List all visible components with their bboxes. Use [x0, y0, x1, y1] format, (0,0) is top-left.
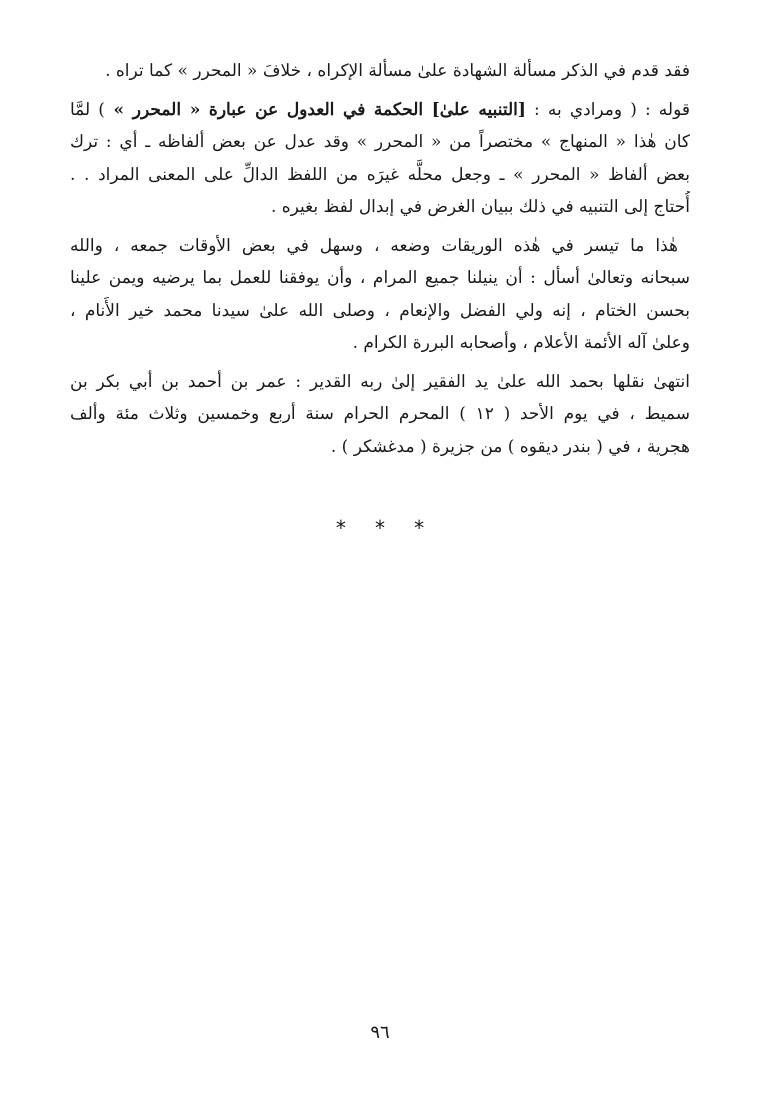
- paragraph-line: بحسن الختام ، إنه ولي الفضل والإنعام ، وصلى الله علىٰ سيدنا محمد خير الأَنام ،: [70, 300, 690, 321]
- quote-bold-text: [التنبيه علىٰ] الحكمة في العدول عن عبارة « المحرر »: [104, 99, 526, 120]
- paragraph-line: انتهىٰ نقلها بحمد الله علىٰ يد الفقير إلىٰ ربه القدير : عمر بن أحمد بن أبي بكر بن: [70, 371, 690, 392]
- paragraph-3: [70, 230, 690, 360]
- paragraph-line: هٰذا ما تيسر في هٰذه الوريقات وضعه ، وسهل في بعض الأوقات جمعه ، والله: [70, 235, 678, 256]
- paragraph-4: [70, 366, 690, 464]
- section-separator: [0, 516, 760, 540]
- asterisk-ornament: *: [335, 516, 346, 540]
- paragraph-1: [70, 55, 690, 88]
- paragraph-line: سميط ، في يوم الأحد ( ١٢ ) المحرم الحرام سنة أربع وخمسين وثلاث مئة وألف: [70, 404, 690, 424]
- paragraph-line: بعض ألفاظ « المحرر » ـ وجعل محلَّه غيرَه من اللفظ الدالِّ على المعنى المراد . .: [70, 164, 690, 185]
- paragraph-line: [70, 94, 690, 127]
- paragraph-line: سبحانه وتعالىٰ أسأل : أن ينيلنا جميع المرام ، وأن يوفقنا للعمل بما يرضيه ويمن علينا: [70, 268, 690, 288]
- quote-prefix: قوله : ( ومرادي به :: [525, 99, 690, 120]
- page-body: [70, 55, 690, 469]
- paragraph-line: وعلىٰ آله الأئمة الأعلام ، وأصحابه البررة الكرام .: [352, 333, 690, 353]
- paragraph-line: فقد قدم في الذكر مسألة الشهادة علىٰ مسألة الإكراه ، خلافَ « المحرر » كما تراه .: [105, 61, 690, 81]
- paragraph-line: كان هٰذا « المنهاج » مختصراً من « المحرر » وقد عدل عن بعض ألفاظه ـ أي : ترك: [70, 132, 690, 152]
- page-number: ٩٦: [370, 1022, 390, 1043]
- asterisk-ornament: *: [375, 516, 385, 540]
- paragraph-line: أُحتاج إلى التنبيه في ذلك ببيان الغرض في إبدال لفظ بغيره .: [270, 197, 690, 217]
- paragraph-2: [70, 94, 690, 224]
- quote-suffix: ) لمَّا: [70, 99, 105, 120]
- paragraph-line: هجرية ، في ( بندر ديقوه ) من جزيرة ( مدغشكر ) .: [330, 436, 690, 457]
- asterisk-ornament: *: [414, 516, 425, 540]
